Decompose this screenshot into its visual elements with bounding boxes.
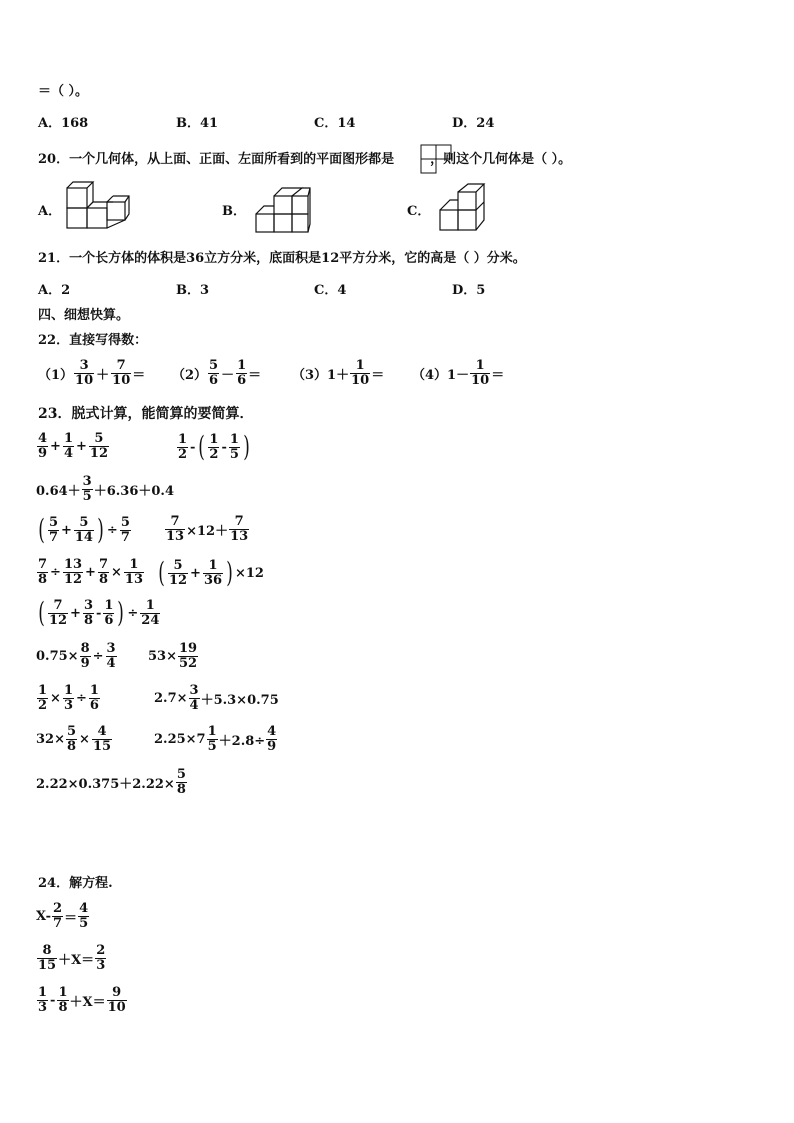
fraction: $\frac{7}{12}$ (48, 597, 68, 628)
fraction: $\frac{1}{24}$ (141, 597, 160, 628)
fraction: $\frac{3}{5}$ (82, 474, 92, 504)
equals: ＝ (64, 911, 78, 926)
right-paren: ) (97, 513, 104, 546)
q23-expr-11 (36, 684, 101, 713)
fraction: $\frac{3}{4}$ (189, 683, 199, 713)
operator: ＋ (96, 368, 110, 383)
q21-option-b[interactable]: B．3 (176, 283, 210, 298)
q20-text-before: 20．一个几何体，从上面、正面、左面所看到的平面图形都是 (38, 152, 395, 167)
fraction: $\frac{7}{13}$ (230, 514, 249, 544)
fraction: $\frac{19}{52}$ (178, 641, 198, 671)
q22-item-2 (172, 359, 261, 388)
text: 32× (36, 732, 65, 747)
operator: ÷ (50, 565, 61, 580)
fraction: $\frac{7}{10}$ (112, 358, 131, 388)
fraction: $\frac{1}{10}$ (471, 358, 490, 388)
fraction: $\frac{5}{14}$ (74, 514, 93, 545)
fraction: $\frac{7}{8}$ (98, 557, 108, 587)
q22-item-3 (292, 359, 384, 388)
operator: + (85, 565, 96, 580)
fraction: $\frac{1}{5}$ (207, 724, 217, 754)
text: ＋X＝ (69, 995, 106, 1010)
operator: － (221, 368, 235, 383)
operator: - (221, 439, 227, 455)
q21-question: 21．一个长方体的体积是36立方分米，底面积是12平方分米，它的高是（ ）分米。 (38, 251, 526, 266)
fraction: $\frac{5}{7}$ (120, 514, 130, 545)
q23-expr-2 (176, 432, 252, 462)
q23-expr-13 (36, 725, 113, 754)
fraction: $\frac{5}{6}$ (209, 358, 219, 388)
q20-question (38, 152, 571, 168)
text: 0.75× (36, 649, 79, 664)
text: ×12＋ (186, 524, 229, 539)
fraction: $\frac{4}{9}$ (38, 431, 48, 461)
operator: × (79, 732, 90, 747)
text: 53× (148, 649, 177, 664)
q19-option-c[interactable]: C．14 (314, 116, 356, 131)
fraction: $\frac{5}{8}$ (176, 767, 186, 797)
q20-view-figure (420, 144, 456, 174)
q19-option-b[interactable]: B．41 (176, 116, 219, 131)
q22-label-1: （1） (38, 368, 74, 383)
q19-option-d[interactable]: D．24 (452, 116, 495, 131)
operator: + (60, 522, 72, 538)
text: ＋2.8÷ (218, 734, 266, 749)
fraction: $\frac{1}{3}$ (63, 683, 73, 713)
right-paren: ) (117, 596, 125, 629)
fraction: $\frac{1}{6}$ (104, 597, 114, 628)
fraction: $\frac{8}{9}$ (80, 641, 90, 671)
equals: ＝ (491, 368, 505, 383)
q23-expr-10 (148, 642, 199, 671)
q20-text-after: ，则这个几何体是（ ）。 (430, 152, 572, 167)
q22-item-4 (412, 359, 504, 388)
q23-expr-1 (36, 432, 110, 461)
q24-equation-3 (36, 986, 128, 1015)
q22-label-4: （4）1－ (412, 368, 470, 383)
q20-option-b[interactable]: B． (222, 204, 246, 219)
q23-expr-9 (36, 642, 118, 671)
q23-expr-7 (156, 558, 264, 588)
fraction: $\frac{3}{4}$ (106, 641, 116, 671)
text: ＋6.36＋0.4 (93, 484, 174, 499)
equals: ＝ (371, 368, 385, 383)
fraction: $\frac{4}{9}$ (267, 724, 277, 754)
fraction: $\frac{1}{36}$ (203, 557, 223, 588)
q21-option-a[interactable]: A．2 (38, 283, 71, 298)
q23-title: 23．脱式计算，能简算的要简算． (38, 406, 254, 422)
fraction: $\frac{1}{4}$ (63, 431, 73, 461)
q22-item-1 (38, 359, 145, 388)
section-4-title: 四、细想快算。 (38, 308, 130, 323)
operator: × (50, 691, 61, 706)
q23-expr-3 (36, 475, 174, 504)
text: ＋5.3×0.75 (200, 693, 279, 708)
fraction: $\frac{4}{15}$ (92, 724, 112, 754)
q24-title: 24．解方程. (38, 876, 113, 891)
left-paren: ( (198, 430, 206, 463)
fraction: $\frac{9}{10}$ (107, 985, 126, 1015)
fraction: $\frac{5}{12}$ (89, 431, 108, 461)
text: ×12 (234, 565, 264, 581)
q23-expr-4 (36, 515, 132, 545)
text: ＋X＝ (58, 953, 95, 968)
fraction: $\frac{1}{5}$ (229, 431, 239, 462)
operator: ÷ (92, 649, 104, 664)
text: 2.22×0.375＋2.22× (36, 777, 175, 792)
q21-option-d[interactable]: D．5 (452, 283, 486, 298)
text: 2.7× (154, 691, 188, 706)
fraction: $\frac{1}{2}$ (209, 431, 219, 462)
fraction: $\frac{3}{10}$ (75, 358, 94, 388)
q23-expr-5 (164, 515, 250, 544)
fraction: $\frac{13}{12}$ (63, 557, 83, 587)
q23-expr-8 (36, 598, 161, 628)
operator: - (190, 439, 196, 455)
fraction: $\frac{1}{6}$ (89, 683, 99, 713)
q19-option-a[interactable]: A．168 (38, 116, 89, 131)
q21-option-c[interactable]: C．4 (314, 283, 347, 298)
q22-label-2: （2） (172, 368, 208, 383)
equals: ＝ (132, 368, 146, 383)
fraction: $\frac{8}{15}$ (38, 943, 57, 973)
operator: + (190, 565, 201, 581)
fraction: $\frac{5}{8}$ (66, 724, 77, 754)
fraction: $\frac{4}{5}$ (79, 901, 89, 931)
operator: ÷ (127, 605, 139, 621)
q23-expr-14 (154, 725, 278, 754)
fraction: $\frac{7}{8}$ (38, 557, 48, 587)
q24-equation-1 (36, 902, 90, 931)
operator: + (50, 439, 61, 454)
fraction: $\frac{1}{13}$ (124, 557, 143, 587)
text: 2.25×7 (154, 732, 206, 747)
q22-title: 22．直接写得数： (38, 333, 148, 348)
fraction: $\frac{5}{12}$ (168, 557, 188, 588)
fraction: $\frac{3}{8}$ (83, 597, 93, 628)
fraction: $\frac{2}{7}$ (53, 901, 63, 931)
operator: × (111, 565, 122, 580)
q20-option-a-cubes-figure (66, 186, 130, 232)
fraction: $\frac{2}{3}$ (96, 943, 106, 973)
operator: - (50, 993, 56, 1008)
operator: ÷ (106, 522, 118, 538)
fraction: $\frac{1}{2}$ (38, 683, 48, 713)
q20-option-c[interactable]: C． (407, 204, 431, 219)
fraction: $\frac{1}{10}$ (351, 358, 370, 388)
q24-equation-2 (36, 944, 107, 973)
q23-expr-15 (36, 768, 188, 797)
right-paren: ) (243, 430, 250, 463)
operator: - (95, 605, 102, 621)
q20-option-a[interactable]: A． (38, 204, 62, 219)
equals: ＝ (248, 368, 262, 383)
fraction: $\frac{1}{2}$ (178, 431, 188, 462)
left-paren: ( (38, 596, 45, 629)
operator: + (76, 439, 87, 454)
q22-label-3: （3）1＋ (292, 368, 350, 383)
left-paren: ( (38, 513, 45, 546)
fraction: $\frac{7}{13}$ (166, 514, 185, 544)
right-paren: ) (226, 556, 233, 589)
fraction: $\frac{5}{7}$ (48, 514, 58, 545)
fraction: $\frac{1}{8}$ (58, 985, 68, 1015)
text: 0.64＋ (36, 484, 81, 499)
fraction: $\frac{1}{3}$ (38, 985, 48, 1015)
q23-expr-12 (154, 684, 279, 713)
left-paren: ( (158, 556, 165, 589)
text: X- (36, 909, 52, 924)
operator: + (70, 605, 81, 621)
q20-option-c-cubes-figure (438, 186, 488, 234)
q19-tail: ＝（ ）。 (38, 84, 89, 99)
operator: ÷ (76, 691, 87, 706)
q20-option-b-cubes-figure (254, 186, 314, 236)
q23-expr-6 (36, 558, 145, 587)
fraction: $\frac{1}{6}$ (237, 358, 247, 388)
